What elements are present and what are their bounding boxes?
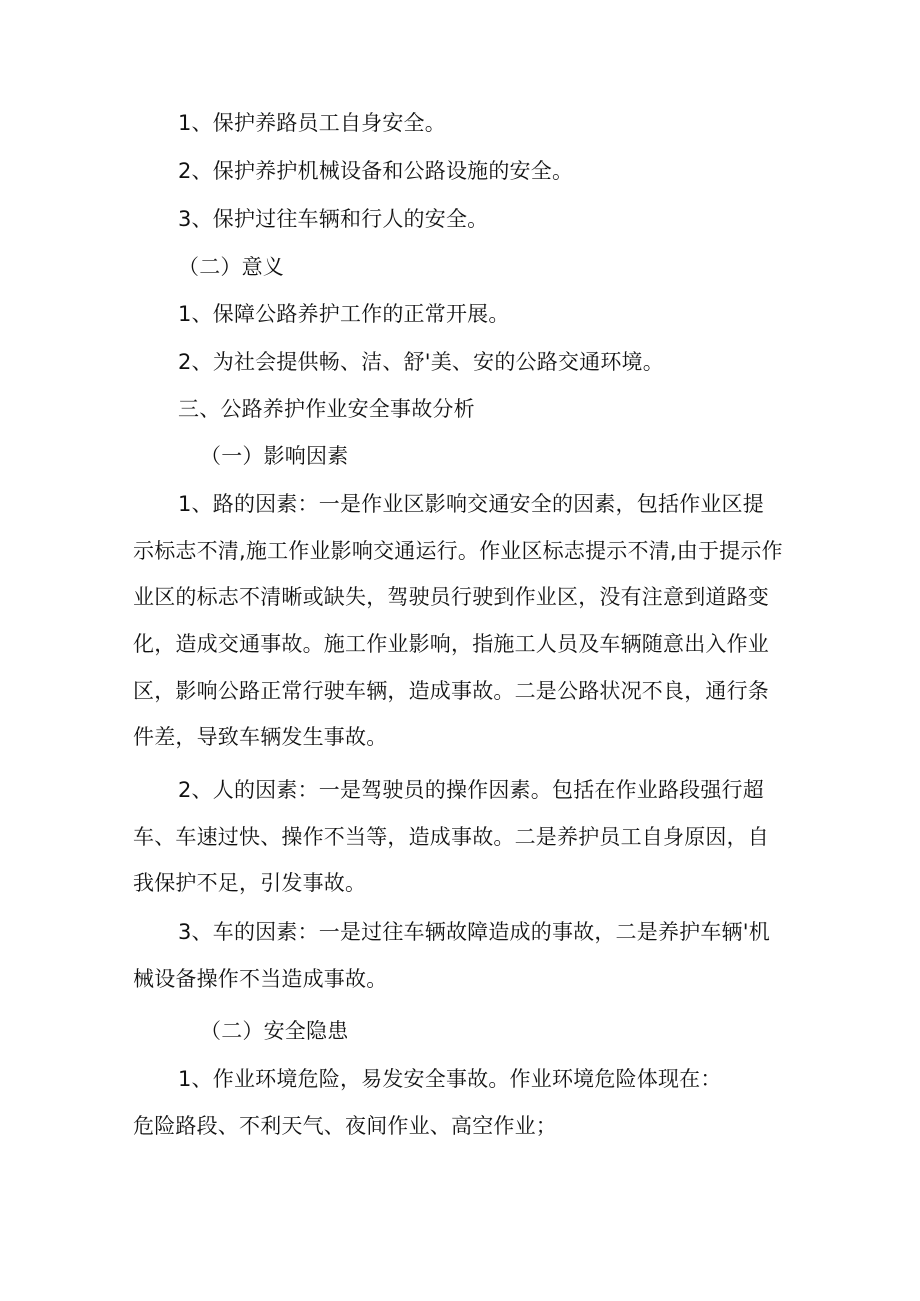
paragraph-line: 1、作业环境危险，易发安全事故。作业环境危险体现在： <box>178 1067 722 1091</box>
paragraph-line: 械设备操作不当造成事故。 <box>133 967 388 991</box>
list-item: 3、保护过往车辆和行人的安全。 <box>178 207 489 231</box>
paragraph-line: 2、人的因素：一是驾驶员的操作因素。包括在作业路段强行超 <box>178 778 764 802</box>
paragraph-line: 危险路段、不利天气、夜间作业、高空作业； <box>133 1114 557 1138</box>
paragraph-line: 我保护不足，引发事故。 <box>133 871 367 895</box>
chapter-heading: 三、公路养护作业安全事故分析 <box>178 397 475 421</box>
paragraph-line: 1、路的因素：一是作业区影响交通安全的因素，包括作业区提 <box>178 492 764 516</box>
paragraph-line: 化，造成交通事故。施工作业影响，指施工人员及车辆随意出入作业 <box>133 632 769 656</box>
section-heading: （二）安全隐患 <box>200 1019 349 1043</box>
paragraph-line: 3、车的因素：一是过往车辆故障造成的事故，二是养护车辆'机 <box>178 920 770 944</box>
paragraph-line: 车、车速过快、操作不当等，造成事故。二是养护员工自身原因，自 <box>133 825 769 849</box>
paragraph-line: 示标志不清,施工作业影响交通运行。作业区标志提示不清,由于提示作 <box>133 539 783 563</box>
list-item: 1、保障公路养护工作的正常开展。 <box>178 302 510 326</box>
paragraph-line: 业区的标志不清晰或缺失，驾驶员行驶到作业区，没有注意到道路变 <box>133 585 769 609</box>
paragraph-line: 区，影响公路正常行驶车辆，造成事故。二是公路状况不良，通行条 <box>133 679 769 703</box>
section-heading: （二）意义 <box>178 255 284 279</box>
list-item: 1、保护养路员工自身安全。 <box>178 111 446 135</box>
list-item: 2、为社会提供畅、洁、舒'美、安的公路交通环境。 <box>178 350 664 374</box>
list-item: 2、保护养护机械设备和公路设施的安全。 <box>178 159 574 183</box>
section-heading: （一）影响因素 <box>200 444 349 468</box>
paragraph-line: 件差，导致车辆发生事故。 <box>133 725 388 749</box>
